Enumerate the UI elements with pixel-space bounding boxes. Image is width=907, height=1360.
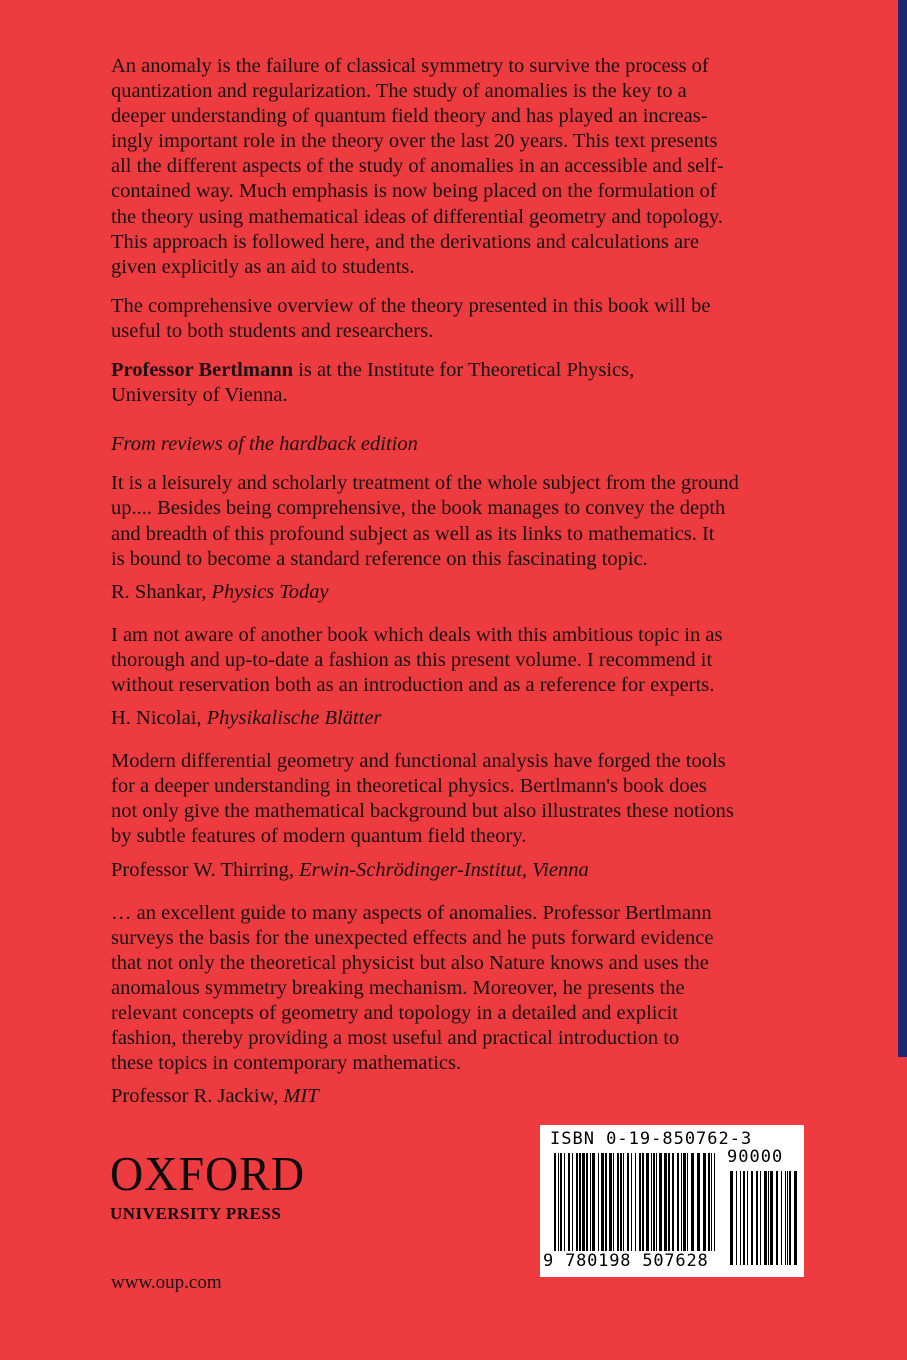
reviews-heading: From reviews of the hardback edition: [111, 433, 418, 456]
author-paragraph: Professor Bertlmann is at the Institute for Theoretical Physics, University of Vienna.: [111, 359, 635, 407]
barcode-bar: [635, 1153, 636, 1251]
barcode-bar: [623, 1153, 624, 1251]
review-attribution: Professor R. Jackiw, MIT: [111, 1085, 319, 1108]
barcode-bar: [642, 1153, 644, 1251]
barcode-bar: [659, 1153, 662, 1251]
addon-bar: [730, 1171, 733, 1265]
barcode-bar: [681, 1153, 682, 1251]
isbn-number: ISBN 0-19-850762-3: [550, 1129, 753, 1149]
barcode-bar: [697, 1153, 700, 1251]
barcode-bar: [598, 1153, 599, 1251]
review-attribution: R. Shankar, Physics Today: [111, 580, 329, 603]
barcode-bar: [620, 1153, 622, 1251]
addon-bar: [768, 1171, 769, 1265]
barcode-bar: [711, 1153, 712, 1251]
publisher-url: www.oup.com: [111, 1272, 222, 1293]
barcode-bar: [568, 1153, 570, 1251]
ean-number: 9 780198 507628: [543, 1251, 709, 1271]
barcode-bar: [627, 1153, 629, 1251]
barcode-bar: [554, 1153, 556, 1251]
barcode-bar: [576, 1153, 578, 1251]
barcode-bar: [703, 1153, 706, 1251]
publisher-name: OXFORD: [110, 1146, 306, 1201]
barcode-bar: [572, 1153, 573, 1251]
barcode-bar: [613, 1153, 614, 1251]
barcode-bar: [714, 1153, 715, 1251]
review-attribution: Professor W. Thirring, Erwin-Schrödinger-Institut, Vienna: [111, 858, 589, 881]
barcode-bar: [683, 1153, 686, 1251]
description-paragraph: An anomaly is the failure of classical symmetry to survive the process of quantization and regularization. The study of anomalies is the key to a deeper understanding of quantum field theory and has played an increas- ingly important role in the theory over the last 20 years. This text presents all the different aspects of the study of anomalies in an accessible and self- contained way. Much emphasis is now being placed on the formulation of the theory using mathematical ideas of differential geometry and topology. This approach is followed here, and the derivations and calculations are given explicitly as an aid to students.: [111, 55, 724, 278]
barcode-bar: [564, 1153, 565, 1251]
barcode-bar: [558, 1153, 559, 1251]
addon-bar: [740, 1171, 741, 1265]
barcode-bar: [708, 1153, 710, 1251]
barcode-bar: [646, 1153, 649, 1251]
addon-bar: [747, 1171, 748, 1265]
barcode-bar: [656, 1153, 657, 1251]
barcode-bar: [601, 1153, 604, 1251]
audience-paragraph: The comprehensive overview of the theory presented in this book will be useful to both students and researchers.: [111, 294, 711, 342]
barcode: [540, 1125, 804, 1277]
review-quote: … an excellent guide to many aspects of anomalies. Professor Bertlmann surveys the basis for the unexpected effects and he puts forward evidence that not only the theoretical physicist but also Nature knows and uses the anomalous symmetry breaking mechanism. Moreover, he presents the relevant concepts of geometry and topology in a detailed and explicit fashion, thereby providing a most useful and practical introduction to these topics in contemporary mathematics.: [111, 901, 714, 1075]
barcode-bar: [592, 1153, 595, 1251]
back-cover-text: [111, 54, 771, 1127]
review-quote: I am not aware of another book which deals with this ambitious topic in as thorough and up-to-date a fashion as this present volume. I recommend it without reservation both as an introduction and as a reference for experts.: [111, 623, 723, 696]
addon-bar: [760, 1171, 761, 1265]
author-name: Professor Bertlmann: [111, 359, 294, 382]
barcode-bar: [677, 1153, 679, 1251]
barcode-bar: [668, 1153, 670, 1251]
barcode-bar: [651, 1153, 652, 1251]
barcode-bar: [639, 1153, 641, 1251]
addon-bar: [756, 1171, 758, 1265]
addon-bar: [776, 1171, 778, 1265]
addon-bar: [794, 1171, 797, 1265]
addon-bar: [781, 1171, 782, 1265]
blue-spine-strip: [898, 0, 907, 1057]
barcode-bar: [609, 1153, 612, 1251]
barcode-bar: [617, 1153, 619, 1251]
addon-bar: [785, 1171, 786, 1265]
addon-bar: [789, 1171, 791, 1265]
addon-bar: [764, 1171, 767, 1265]
barcode-bar: [672, 1153, 674, 1251]
barcode-bar: [653, 1153, 655, 1251]
barcode-bar: [560, 1153, 562, 1251]
oxford-logo: [110, 1146, 320, 1224]
barcode-bar: [664, 1153, 667, 1251]
review-quote: It is a leisurely and scholarly treatment of the whole subject from the ground up.... Besides being comprehensive, the book manages to convey the depth and breadth of this profound subject as well as its links to mathematics. It is bound to become a standard reference on this fascinating topic.: [111, 472, 739, 570]
barcode-bar: [691, 1153, 694, 1251]
addon-bar: [751, 1171, 753, 1265]
price-addon: 90000: [727, 1147, 784, 1167]
review-attribution: H. Nicolai, Physikalische Blätter: [111, 707, 382, 730]
barcode-bar: [631, 1153, 632, 1251]
addon-bar: [743, 1171, 745, 1265]
addon-bar: [736, 1171, 737, 1265]
barcode-bar: [582, 1153, 585, 1251]
addon-bar: [770, 1171, 773, 1265]
publisher-subtitle: UNIVERSITY PRESS: [110, 1204, 282, 1223]
barcode-bar: [687, 1153, 688, 1251]
barcode-bar: [590, 1153, 591, 1251]
addon-bar: [787, 1171, 788, 1265]
review-quote: Modern differential geometry and functional analysis have forged the tools for a deeper understanding in theoretical physics. Bertlmann's book does not only give the mathematical background but also illustrates these notions by subtle features of modern quantum field theory.: [111, 750, 734, 848]
barcode-bar: [605, 1153, 607, 1251]
barcode-bar: [586, 1153, 588, 1251]
barcode-bar: [579, 1153, 581, 1251]
